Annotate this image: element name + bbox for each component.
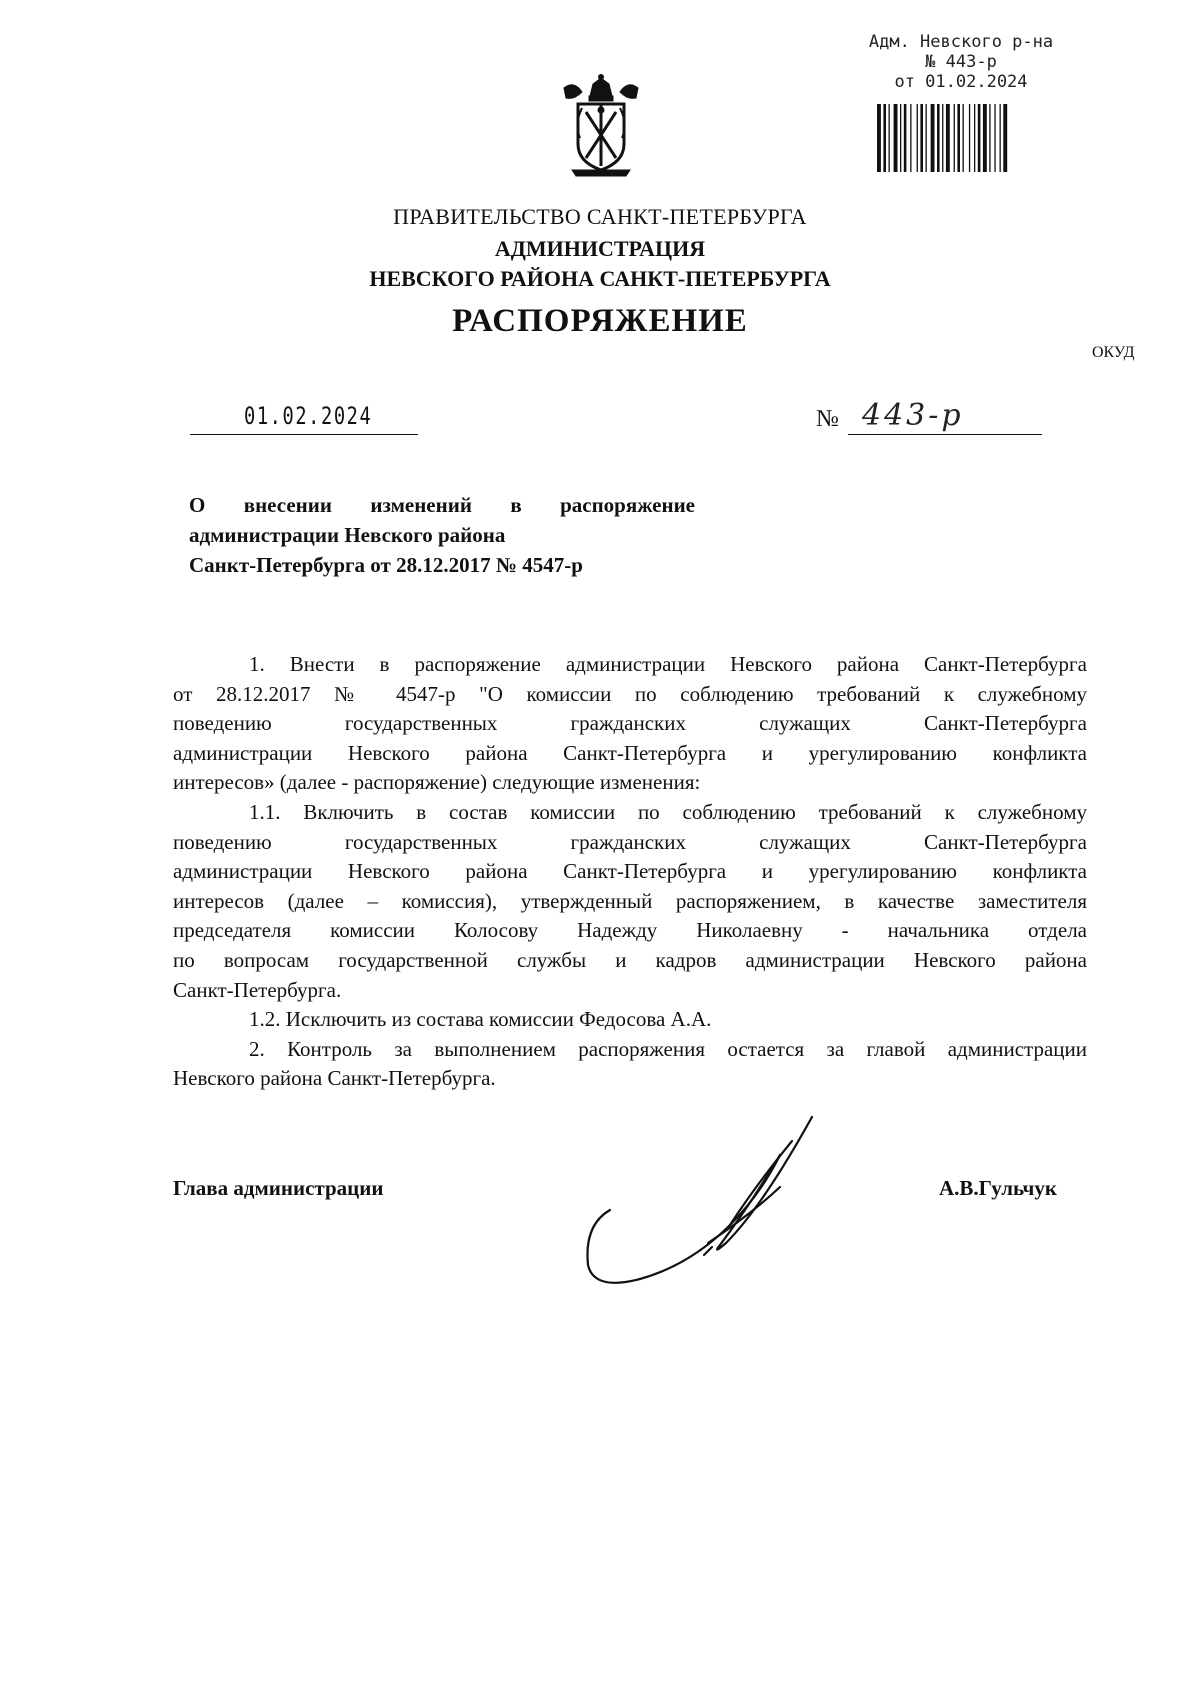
body-line: поведению государственных гражданских служащих Санкт-Петербурга — [173, 711, 1087, 736]
okud-label: ОКУД — [1092, 344, 1135, 361]
body-line: председателя комиссии Колосову Надежду Николаевну - начальника отдела — [173, 918, 1087, 943]
date-underline — [190, 434, 418, 435]
stamp-line-1: Адм. Невского р-на — [868, 32, 1054, 52]
body-line: 1. Внести в распоряжение администрации Невского района Санкт-Петербурга — [249, 652, 1087, 676]
subject-line-3: Санкт-Петербурга от 28.12.2017 № 4547-р — [189, 553, 583, 577]
subject-line-1: О внесении изменений в распоряжение — [189, 493, 695, 517]
body-line: поведению государственных гражданских служащих Санкт-Петербурга — [173, 829, 1087, 854]
administration-title-line-2: НЕВСКОГО РАЙОНА САНКТ-ПЕТЕРБУРГА — [369, 266, 831, 291]
document-subject — [189, 490, 695, 580]
registration-stamp — [856, 32, 1066, 92]
signatory-name: А.В.Гульчук — [939, 1176, 1057, 1200]
government-title: ПРАВИТЕЛЬСТВО САНКТ-ПЕТЕРБУРГА — [393, 204, 807, 229]
stamp-line-2: № 443-р — [925, 52, 997, 72]
number-sign: № — [816, 406, 839, 432]
body-line: Невского района Санкт-Петербурга. — [173, 1066, 496, 1091]
body-line: администрации Невского района Санкт-Петербурга и урегулированию конфликта — [173, 740, 1087, 765]
body-line: 1.1. Включить в состав комиссии по соблюдению требований к служебному — [249, 799, 1087, 824]
number-underline — [848, 434, 1042, 435]
body-line: 2. Контроль за выполнением распоряжения остается за главой администрации — [249, 1036, 1087, 1061]
coat-of-arms-icon — [560, 74, 642, 178]
body-line: от 28.12.2017 № 4547-р "О комиссии по соблюдению требований к служебному — [173, 681, 1087, 706]
body-line: Санкт-Петербурга. — [173, 977, 342, 1002]
stamp-line-3: от 01.02.2024 — [894, 72, 1028, 92]
subject-line-2: администрации Невского района — [189, 523, 506, 547]
document-body — [173, 650, 1087, 1094]
body-line: 1.2. Исключить из состава комиссии Федосова А.А. — [249, 1007, 712, 1032]
signatory-position: Глава администрации — [173, 1176, 384, 1200]
administration-title-line-1: АДМИНИСТРАЦИЯ — [494, 236, 706, 261]
body-line: по вопросам государственной службы и кадров администрации Невского района — [173, 947, 1087, 972]
document-date: 01.02.2024 — [244, 402, 373, 430]
handwritten-signature — [580, 1115, 850, 1295]
barcode-icon — [877, 104, 1035, 172]
document-type-title: РАСПОРЯЖЕНИЕ — [452, 303, 748, 339]
document-number: 443-р — [862, 398, 964, 433]
body-line: интересов (далее – комиссия), утвержденный распоряжением, в качестве заместителя — [173, 888, 1087, 913]
body-line: интересов» (далее - распоряжение) следующие изменения: — [173, 770, 701, 795]
body-line: администрации Невского района Санкт-Петербурга и урегулированию конфликта — [173, 859, 1087, 884]
